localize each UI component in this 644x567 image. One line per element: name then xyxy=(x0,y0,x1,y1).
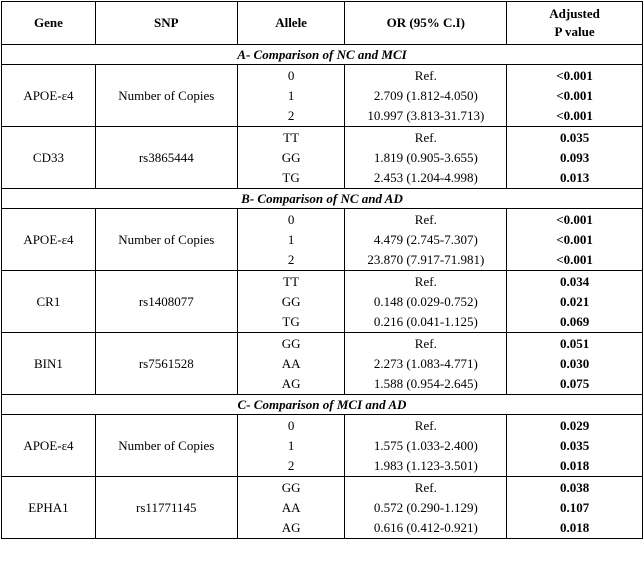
snp-association-table xyxy=(1,1,643,539)
allele-cell-value: 2 xyxy=(287,458,295,473)
allele-cell-value: GG xyxy=(281,150,301,165)
p-value-cell-value: <0.001 xyxy=(556,212,593,227)
or-cell xyxy=(345,271,507,333)
p-value-cell-value: 0.075 xyxy=(559,376,590,391)
allele-cell xyxy=(237,415,345,477)
snp-cell: rs3865444 xyxy=(95,127,237,189)
allele-cell-value: 1 xyxy=(287,232,295,247)
allele-cell-value: 0 xyxy=(287,418,295,433)
p-value-cell xyxy=(507,415,643,477)
allele-cell-value: 2 xyxy=(287,108,295,123)
allele-cell-value: TG xyxy=(282,170,300,185)
p-value-cell-value: 0.038 xyxy=(559,480,590,495)
allele-cell-value: AA xyxy=(281,500,301,515)
p-value-cell xyxy=(507,65,643,127)
or-cell-value: Ref. xyxy=(414,480,437,495)
or-cell-value: 0.216 (0.041-1.125) xyxy=(373,314,478,329)
section-title: C- Comparison of MCI and AD xyxy=(2,395,643,415)
allele-cell-value: 0 xyxy=(287,212,295,227)
header-allele: Allele xyxy=(237,2,345,45)
allele-cell-value: TT xyxy=(283,274,300,289)
or-cell xyxy=(345,477,507,539)
table-row xyxy=(2,477,643,539)
header-snp: SNP xyxy=(95,2,237,45)
allele-cell xyxy=(237,333,345,395)
section-title: A- Comparison of NC and MCI xyxy=(2,45,643,65)
or-cell-value: Ref. xyxy=(414,336,437,351)
gene-cell: APOE-ε4 xyxy=(2,65,96,127)
allele-cell xyxy=(237,127,345,189)
or-cell-value: 0.148 (0.029-0.752) xyxy=(373,294,478,309)
allele-cell xyxy=(237,65,345,127)
or-cell-value: Ref. xyxy=(414,68,437,83)
allele-cell xyxy=(237,209,345,271)
section-header-row xyxy=(2,395,643,415)
allele-cell xyxy=(237,271,345,333)
allele-cell xyxy=(237,477,345,539)
snp-cell: Number of Copies xyxy=(95,209,237,271)
p-value-cell-value: <0.001 xyxy=(556,68,593,83)
or-cell-value: Ref. xyxy=(414,212,437,227)
or-cell xyxy=(345,65,507,127)
gene-cell: APOE-ε4 xyxy=(2,415,96,477)
or-cell-value: 2.453 (1.204-4.998) xyxy=(373,170,478,185)
allele-cell-value: 0 xyxy=(287,68,295,83)
p-value-cell-value: <0.001 xyxy=(556,232,593,247)
section-header-row xyxy=(2,45,643,65)
allele-cell-value: AG xyxy=(281,376,301,391)
table-row xyxy=(2,333,643,395)
allele-cell-value: AA xyxy=(281,356,301,371)
gene-cell: CD33 xyxy=(2,127,96,189)
allele-cell-value: AG xyxy=(281,520,301,535)
table-row xyxy=(2,65,643,127)
table-row xyxy=(2,127,643,189)
p-value-cell xyxy=(507,333,643,395)
or-cell-value: Ref. xyxy=(414,274,437,289)
allele-cell-value: 1 xyxy=(287,438,295,453)
header-or: OR (95% C.I) xyxy=(345,2,507,45)
or-cell-value: 0.616 (0.412-0.921) xyxy=(373,520,478,535)
p-value-cell-value: 0.018 xyxy=(559,520,590,535)
allele-cell-value: GG xyxy=(281,480,301,495)
allele-cell-value: GG xyxy=(281,294,301,309)
snp-cell: rs11771145 xyxy=(95,477,237,539)
p-value-cell xyxy=(507,127,643,189)
p-value-cell-value: 0.093 xyxy=(559,150,590,165)
p-value-cell xyxy=(507,209,643,271)
p-value-cell-value: 0.035 xyxy=(559,438,590,453)
p-value-cell-value: 0.030 xyxy=(559,356,590,371)
allele-cell-value: TG xyxy=(282,314,300,329)
p-value-cell-value: 0.029 xyxy=(559,418,590,433)
p-value-cell-value: 0.021 xyxy=(559,294,590,309)
p-value-cell-value: <0.001 xyxy=(556,252,593,267)
snp-cell: rs1408077 xyxy=(95,271,237,333)
snp-cell: Number of Copies xyxy=(95,415,237,477)
p-value-cell-value: 0.035 xyxy=(559,130,590,145)
p-value-cell-value: 0.051 xyxy=(559,336,590,351)
p-value-cell-value: 0.034 xyxy=(559,274,590,289)
header-row xyxy=(2,2,643,45)
snp-cell: rs7561528 xyxy=(95,333,237,395)
or-cell-value: 4.479 (2.745-7.307) xyxy=(373,232,478,247)
gene-cell: EPHA1 xyxy=(2,477,96,539)
or-cell xyxy=(345,127,507,189)
p-value-cell-value: 0.018 xyxy=(559,458,590,473)
or-cell-value: 1.588 (0.954-2.645) xyxy=(373,376,478,391)
or-cell-value: 1.575 (1.033-2.400) xyxy=(373,438,478,453)
gene-cell: APOE-ε4 xyxy=(2,209,96,271)
allele-cell-value: 1 xyxy=(287,88,295,103)
or-cell-value: 1.983 (1.123-3.501) xyxy=(373,458,478,473)
header-adjusted-p xyxy=(507,2,643,45)
header-p-line1: Adjusted xyxy=(549,6,600,21)
or-cell-value: 2.273 (1.083-4.771) xyxy=(373,356,478,371)
or-cell xyxy=(345,209,507,271)
or-cell-value: 0.572 (0.290-1.129) xyxy=(373,500,478,515)
table-row xyxy=(2,271,643,333)
table-row xyxy=(2,209,643,271)
header-p-line2: P value xyxy=(554,24,595,39)
p-value-cell xyxy=(507,477,643,539)
gene-cell: CR1 xyxy=(2,271,96,333)
or-cell-value: Ref. xyxy=(414,418,437,433)
allele-cell-value: TT xyxy=(283,130,300,145)
or-cell-value: 10.997 (3.813-31.713) xyxy=(367,108,485,123)
p-value-cell xyxy=(507,271,643,333)
table-row xyxy=(2,415,643,477)
or-cell-value: 23.870 (7.917-71.981) xyxy=(367,252,485,267)
p-value-cell-value: <0.001 xyxy=(556,108,593,123)
p-value-cell-value: 0.069 xyxy=(559,314,590,329)
or-cell-value: 1.819 (0.905-3.655) xyxy=(373,150,478,165)
p-value-cell-value: 0.013 xyxy=(559,170,590,185)
header-gene: Gene xyxy=(2,2,96,45)
or-cell xyxy=(345,415,507,477)
or-cell-value: 2.709 (1.812-4.050) xyxy=(373,88,478,103)
p-value-cell-value: <0.001 xyxy=(556,88,593,103)
gene-cell: BIN1 xyxy=(2,333,96,395)
allele-cell-value: 2 xyxy=(287,252,295,267)
allele-cell-value: GG xyxy=(281,336,301,351)
section-title: B- Comparison of NC and AD xyxy=(2,189,643,209)
section-header-row xyxy=(2,189,643,209)
p-value-cell-value: 0.107 xyxy=(559,500,590,515)
snp-cell: Number of Copies xyxy=(95,65,237,127)
or-cell xyxy=(345,333,507,395)
or-cell-value: Ref. xyxy=(414,130,437,145)
